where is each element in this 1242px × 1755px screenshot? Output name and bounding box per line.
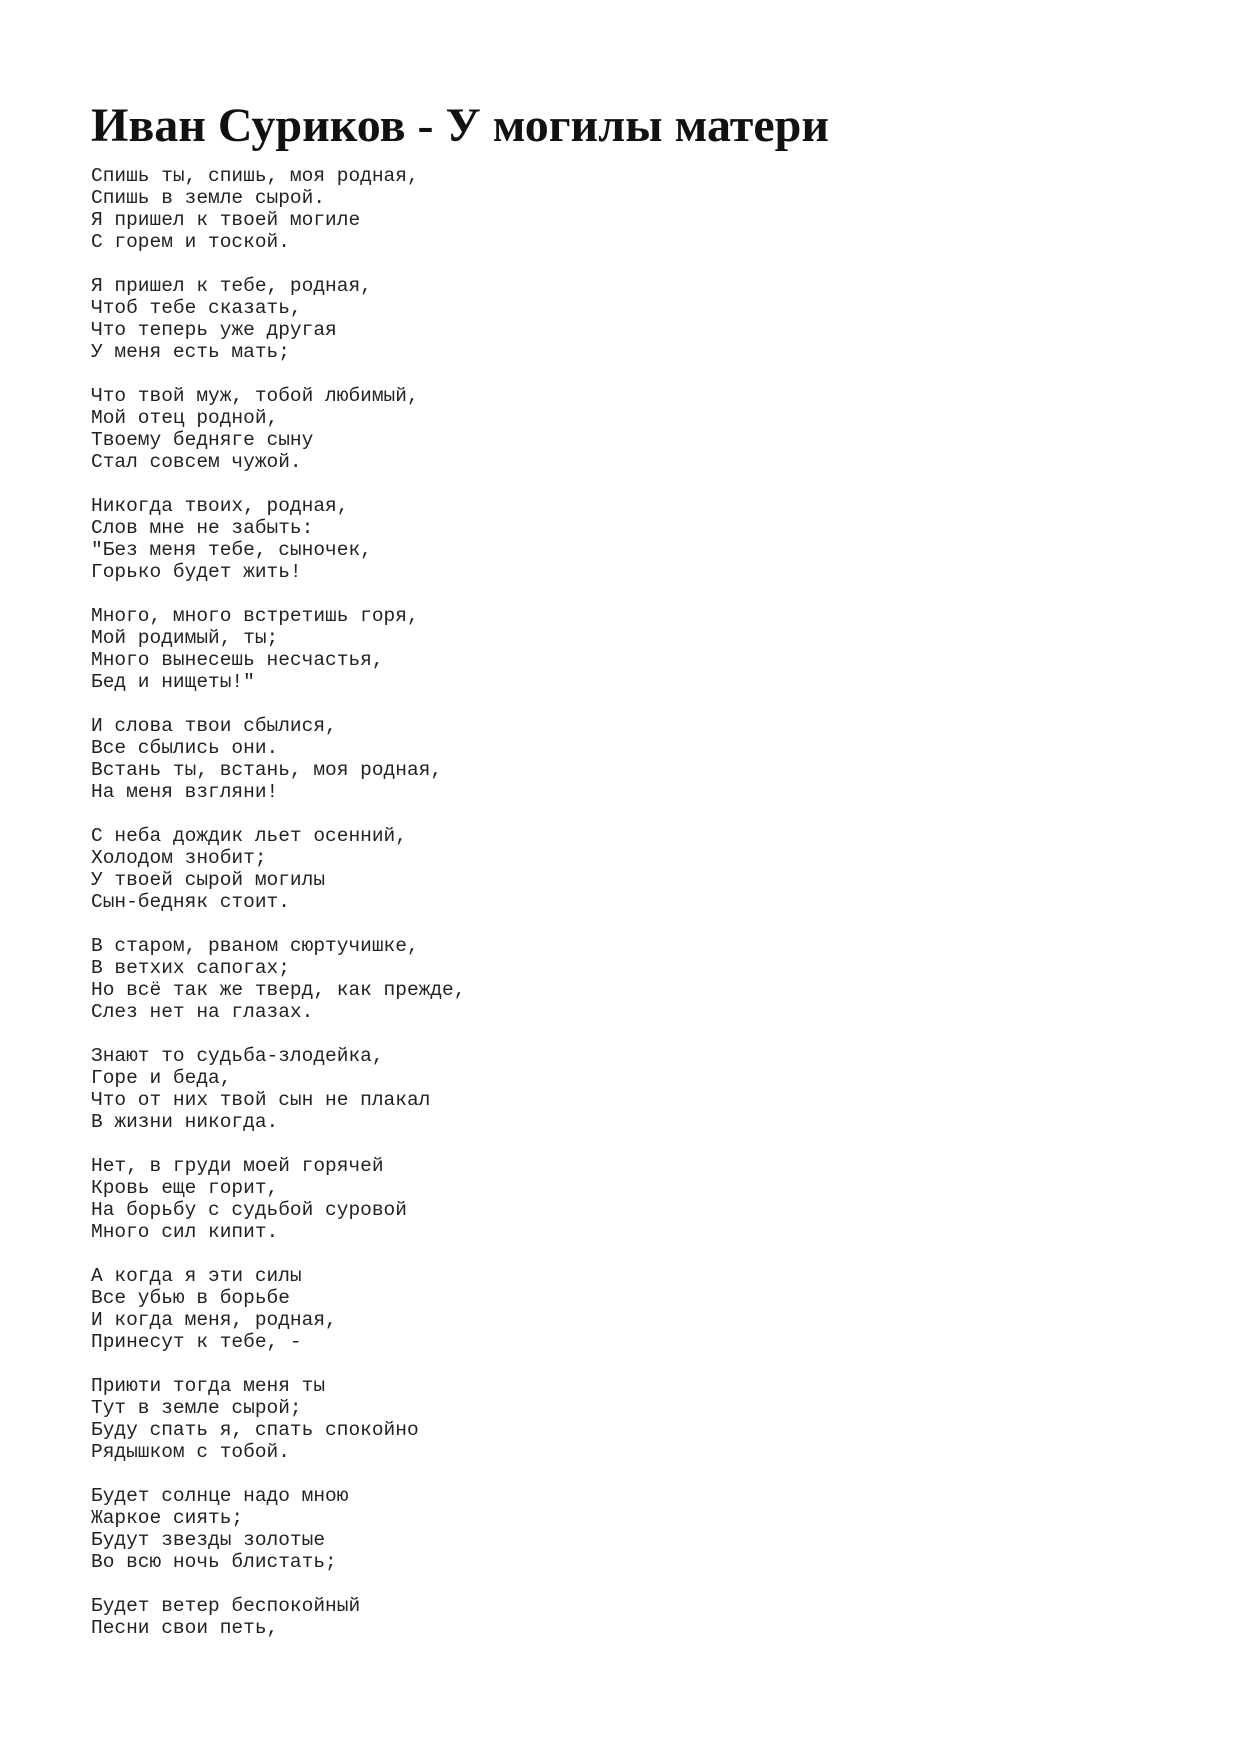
poem-line: Рядышком с тобой. [91, 1441, 290, 1463]
poem-line: Но всё так же тверд, как прежде, [91, 979, 466, 1001]
poem-line: На меня взгляни! [91, 781, 279, 803]
poem-line: Бед и нищеты!" [91, 671, 255, 693]
poem-line: Будут звезды золотые [91, 1529, 326, 1551]
poem-line: На борьбу с судьбой суровой [91, 1199, 407, 1221]
poem-line: Никогда твоих, родная, [91, 495, 349, 517]
poem-line: В старом, рваном сюртучишке, [91, 935, 419, 957]
poem-line: Будет солнце надо мною [91, 1485, 349, 1507]
poem-line: Жаркое сиять; [91, 1507, 244, 1529]
poem-line: Спишь ты, спишь, моя родная, [91, 165, 419, 187]
poem-line: Стал совсем чужой. [91, 451, 302, 473]
poem-line: Мой родимый, ты; [91, 627, 279, 649]
poem-line: Тут в земле сырой; [91, 1397, 302, 1419]
poem-line: Встань ты, встань, моя родная, [91, 759, 443, 781]
poem-line: Много, много встретишь горя, [91, 605, 419, 627]
stanza [91, 1155, 465, 1243]
stanza [91, 935, 465, 1023]
poem-line: Твоему бедняге сыну [91, 429, 314, 451]
poem-line: Песни свои петь, [91, 1617, 279, 1639]
poem-line: Много вынесешь несчастья, [91, 649, 384, 671]
stanza [91, 1595, 465, 1639]
poem-line: Много сил кипит. [91, 1221, 279, 1243]
poem-line: Слез нет на глазах. [91, 1001, 314, 1023]
poem-line: Холодом знобит; [91, 847, 267, 869]
poem-line: "Без меня тебе, сыночек, [91, 539, 372, 561]
poem-line: Все сбылись они. [91, 737, 279, 759]
poem-line: Нет, в груди моей горячей [91, 1155, 384, 1177]
poem-line: Что теперь уже другая [91, 319, 337, 341]
poem-line: Кровь еще горит, [91, 1177, 279, 1199]
poem-line: А когда я эти силы [91, 1265, 302, 1287]
stanza [91, 165, 465, 253]
stanza [91, 1045, 465, 1133]
poem-line: Приюти тогда меня ты [91, 1375, 326, 1397]
poem-line: Все убью в борьбе [91, 1287, 290, 1309]
stanza [91, 605, 465, 693]
poem-line: Спишь в земле сырой. [91, 187, 326, 209]
poem-line: Горько будет жить! [91, 561, 302, 583]
poem-line: Я пришел к тебе, родная, [91, 275, 372, 297]
poem-line: С неба дождик льет осенний, [91, 825, 407, 847]
poem-line: Горе и беда, [91, 1067, 232, 1089]
poem-line: У твоей сырой могилы [91, 869, 326, 891]
poem-body [91, 165, 465, 1661]
document-title: Иван Суриков - У могилы матери [91, 99, 829, 152]
poem-line: В ветхих сапогах; [91, 957, 290, 979]
stanza [91, 1265, 465, 1353]
poem-line: Я пришел к твоей могиле [91, 209, 361, 231]
poem-line: Знают то судьба-злодейка, [91, 1045, 384, 1067]
stanza [91, 275, 465, 363]
poem-line: С горем и тоской. [91, 231, 290, 253]
poem-line: Буду спать я, спать спокойно [91, 1419, 419, 1441]
poem-line: Принесут к тебе, - [91, 1331, 302, 1353]
poem-line: Во всю ночь блистать; [91, 1551, 337, 1573]
poem-line: Чтоб тебе сказать, [91, 297, 302, 319]
stanza [91, 825, 465, 913]
poem-line: И слова твои сбылися, [91, 715, 337, 737]
poem-line: И когда меня, родная, [91, 1309, 337, 1331]
stanza [91, 495, 465, 583]
poem-line: Мой отец родной, [91, 407, 279, 429]
poem-line: В жизни никогда. [91, 1111, 279, 1133]
stanza [91, 385, 465, 473]
poem-line: У меня есть мать; [91, 341, 290, 363]
stanza [91, 1375, 465, 1463]
poem-line: Что твой муж, тобой любимый, [91, 385, 419, 407]
poem-line: Что от них твой сын не плакал [91, 1089, 431, 1111]
poem-line: Слов мне не забыть: [91, 517, 314, 539]
stanza [91, 1485, 465, 1573]
stanza [91, 715, 465, 803]
poem-line: Будет ветер беспокойный [91, 1595, 361, 1617]
poem-line: Сын-бедняк стоит. [91, 891, 290, 913]
